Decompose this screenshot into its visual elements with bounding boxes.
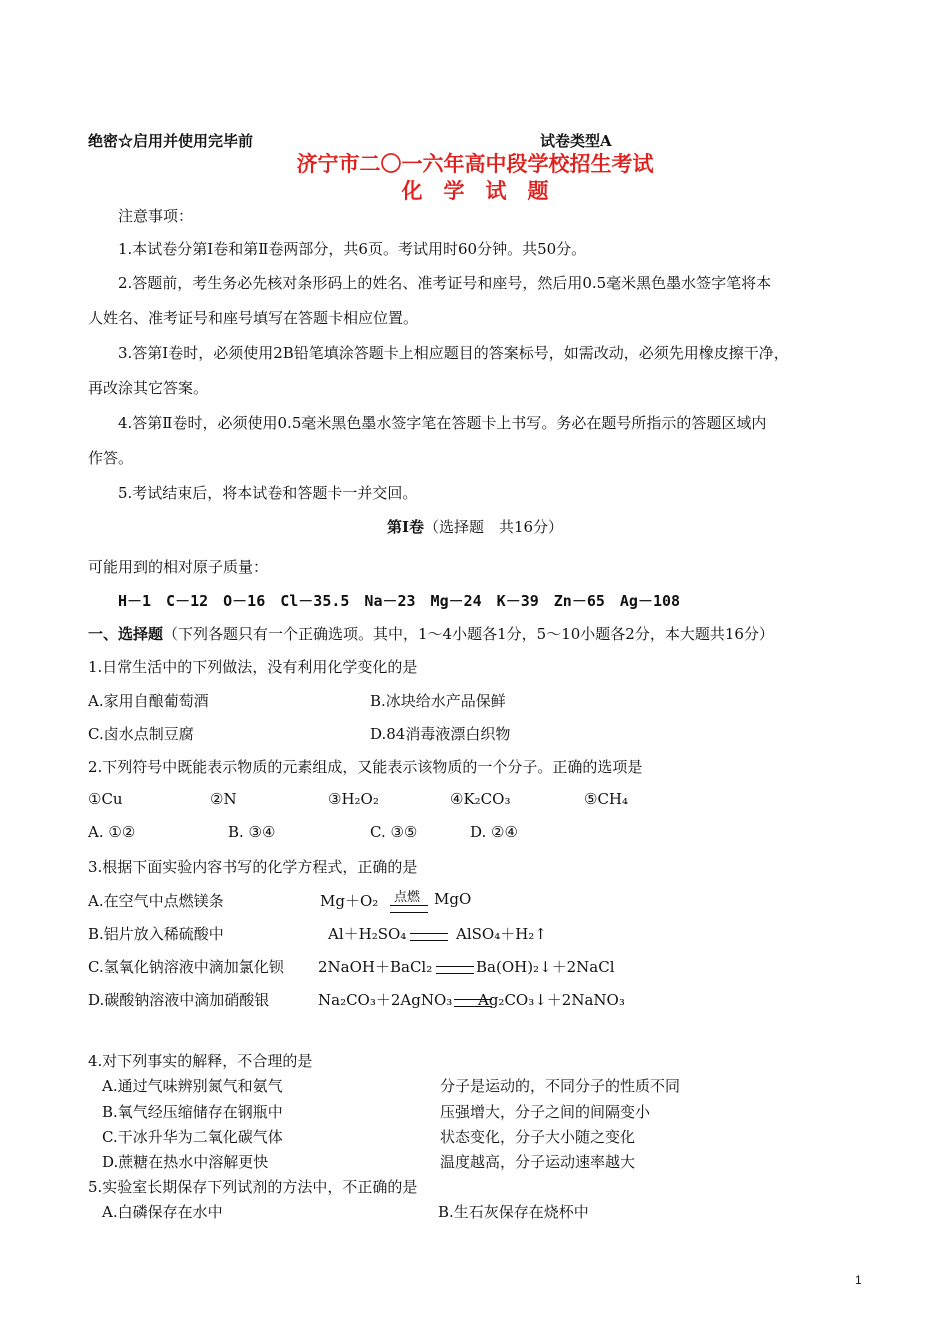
atomic-masses: H－1 C－12 O－16 Cl－35.5 Na－23 Mg－24 K－39 Zn－65 Ag－108 [118,592,681,610]
q3-c-equals-sign [436,966,474,974]
q1-option-a: A.家用自酿葡萄酒 [88,692,209,710]
q1-option-c: C.卤水点制豆腐 [88,725,194,743]
q3-a-products: MgO [434,890,472,908]
q4-explanation-c: 状态变化，分子大小随之变化 [440,1128,636,1146]
q3-a-equals-sign [390,905,428,913]
notice-item-3a: 3.答第Ⅰ卷时，必须使用2B铅笔填涂答题卡上相应题目的答案标号，如需改动，必须先用橡皮擦干净， [118,344,789,362]
q2-symbol-1: ①Cu [88,790,123,808]
q2-symbol-2: ②N [210,790,237,808]
q2-option-d: D. ②④ [470,823,518,841]
q2-option-a: A. ①② [88,823,136,841]
secret-label: 绝密☆启用并使用完毕前 [88,132,254,150]
q3-b-products: AlSO₄＋H₂↑ [456,925,547,943]
q4-explanation-a: 分子是运动的，不同分子的性质不同 [440,1077,681,1095]
notice-item-2b: 人姓名、准考证号和座号填写在答题卡相应位置。 [88,309,419,327]
q2-symbol-4: ④K₂CO₃ [450,790,511,808]
part-1-label: 一、选择题 [88,625,164,643]
subject-title: 化 学 试 题 [401,178,549,203]
section-1-title [0,516,950,537]
notice-item-5: 5.考试结束后，将本试卷和答题卡一并交回。 [118,484,418,502]
q4-option-b: B.氧气经压缩储存在钢瓶中 [102,1103,283,1121]
q3-a-reactants: Mg＋O₂ [320,892,379,910]
q1-option-d: D.84消毒液漂白织物 [370,725,511,743]
q3-c-products: Ba(OH)₂↓＋2NaCl [476,958,615,976]
q4-explanation-b: 压强增大，分子之间的间隔变小 [440,1103,651,1121]
part-1-heading [88,623,774,644]
part-1-desc: （下列各题只有一个正确选项。其中，1～4小题各1分，5～10小题各2分，本大题共16分） [163,625,774,643]
q3-c-reactants: 2NaOH＋BaCl₂ [318,958,433,976]
q4-stem: 4.对下列事实的解释，不合理的是 [88,1052,313,1070]
q4-option-a: A.通过气味辨别氮气和氨气 [102,1077,283,1095]
exam-type: 试卷类型A [540,132,612,150]
q3-option-b: B.铝片放入稀硫酸中 [88,925,224,943]
q4-explanation-d: 温度越高，分子运动速率越大 [440,1153,636,1171]
q3-a-condition: 点燃 [394,890,421,905]
q4-option-d: D.蔗糖在热水中溶解更快 [102,1153,269,1171]
notice-item-4a: 4.答第Ⅱ卷时，必须使用0.5毫米黑色墨水签字笔在答题卡上书写。务必在题号所指示的答题区域内 [118,414,767,432]
q1-option-b: B.冰块给水产品保鲜 [370,692,506,710]
q3-option-a: A.在空气中点燃镁条 [88,892,224,910]
q3-option-c: C.氢氧化钠溶液中滴加氯化钡 [88,958,284,976]
notice-item-1: 1.本试卷分第Ⅰ卷和第Ⅱ卷两部分，共6页。考试用时60分钟。共50分。 [118,240,587,258]
q2-stem: 2.下列符号中既能表示物质的元素组成，又能表示该物质的一个分子。正确的选项是 [88,758,643,776]
q3-b-equals-sign [410,933,448,941]
page-number: 1 [855,1273,862,1287]
q5-stem: 5.实验室长期保存下列试剂的方法中，不正确的是 [88,1178,418,1196]
q2-symbol-3: ③H₂O₂ [328,790,379,808]
q1-stem: 1.日常生活中的下列做法，没有利用化学变化的是 [88,658,418,676]
atomic-mass-label: 可能用到的相对原子质量： [88,558,269,576]
q3-d-products: Ag₂CO₃↓＋2NaNO₃ [478,991,625,1009]
notice-heading: 注意事项： [118,207,194,225]
q2-symbol-5: ⑤CH₄ [584,790,629,808]
notice-item-4b: 作答。 [88,449,134,467]
page-title: 济宁市二〇一六年高中段学校招生考试 [296,151,654,176]
notice-item-2a: 2.答题前，考生务必先核对条形码上的姓名、准考证号和座号，然后用0.5毫米黑色墨水签字笔将本 [118,274,772,292]
section-1-title-bold: 第Ⅰ卷 [386,518,424,536]
q4-option-c: C.干冰升华为二氧化碳气体 [102,1128,283,1146]
section-1-title-rest: （选择题 共16分） [423,518,564,536]
q5-option-a: A.白磷保存在水中 [102,1203,223,1221]
q3-b-reactants: Al＋H₂SO₄ [328,925,407,943]
q2-option-b: B. ③④ [228,823,276,841]
q3-d-reactants: Na₂CO₃＋2AgNO₃ [318,991,453,1009]
notice-item-3b: 再改涂其它答案。 [88,379,209,397]
q3-stem: 3.根据下面实验内容书写的化学方程式，正确的是 [88,858,418,876]
q5-option-b: B.生石灰保存在烧杯中 [438,1203,589,1221]
q2-option-c: C. ③⑤ [370,823,418,841]
q3-option-d: D.碳酸钠溶液中滴加硝酸银 [88,991,270,1009]
